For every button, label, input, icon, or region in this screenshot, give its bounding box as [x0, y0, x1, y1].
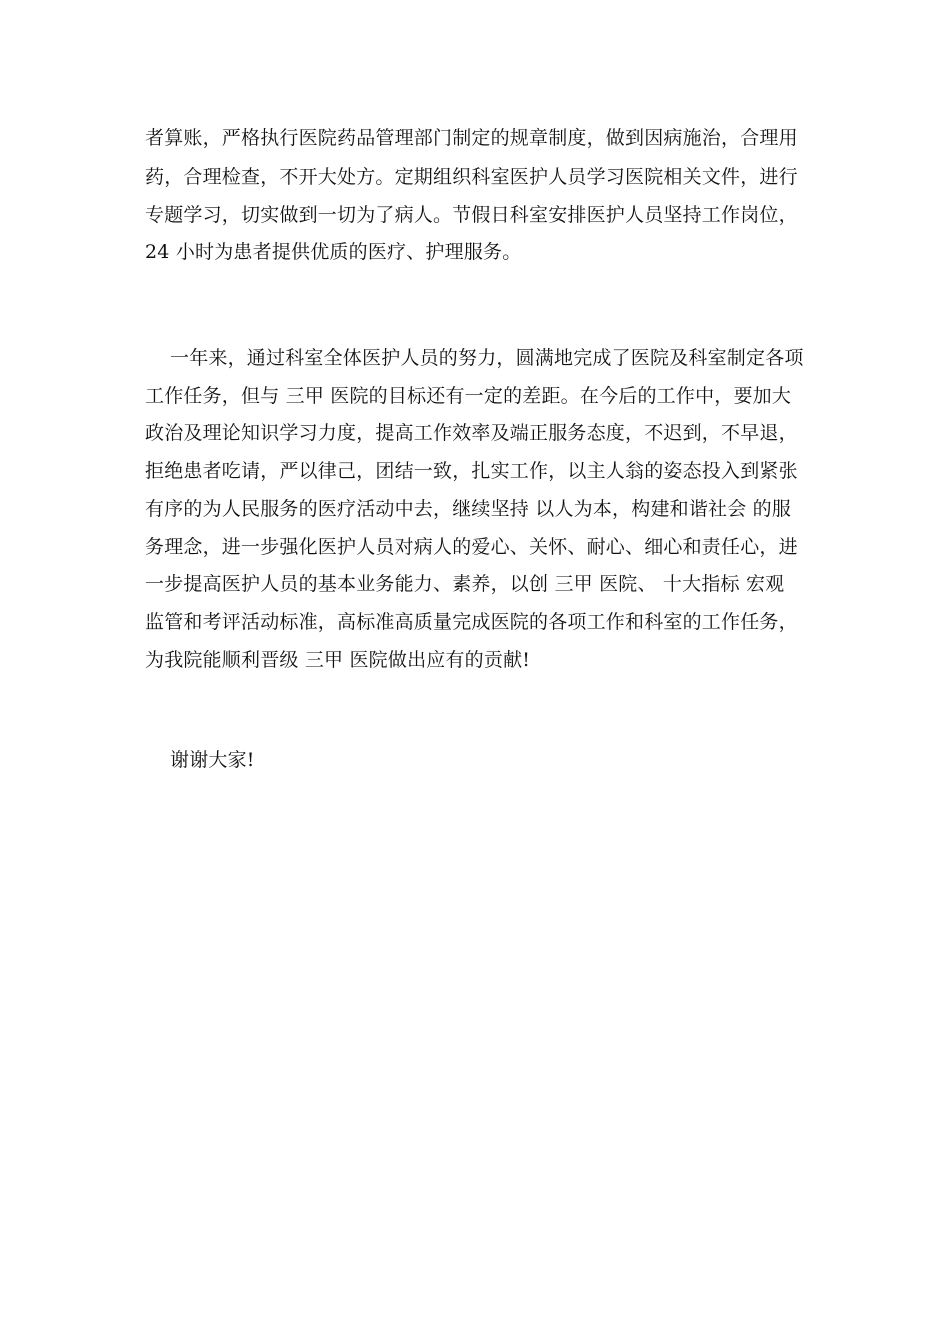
paragraph-2-line-7: 一步提高医护人员的基本业务能力、素养，以创 三甲 医院、 十大指标 宏观	[145, 573, 785, 595]
paragraph-2-line-2: 工作任务，但与 三甲 医院的目标还有一定的差距。在今后的工作中，要加大	[145, 385, 792, 407]
paragraph-1-line-2: 药，合理检查，不开大处方。定期组织科室医护人员学习医院相关文件，进行	[145, 166, 798, 188]
paragraph-1-line-3: 专题学习，切实做到一切为了病人。节假日科室安排医护人员坚持工作岗位，	[145, 204, 798, 226]
paragraph-2-line-4: 拒绝患者吃请，严以律己，团结一致，扎实工作，以主人翁的姿态投入到紧张	[145, 460, 798, 482]
paragraph-1-line-4: 24 小时为患者提供优质的医疗、护理服务。	[145, 241, 522, 263]
closing-remark: 谢谢大家!	[170, 749, 255, 771]
paragraph-2-line-8: 监管和考评活动标准，高标准高质量完成医院的各项工作和科室的工作任务，	[145, 611, 798, 633]
paragraph-2-line-5: 有序的为人民服务的医疗活动中去，继续坚持 以人为本，构建和谐社会 的服	[145, 498, 792, 520]
paragraph-1-line-1: 者算账，严格执行医院药品管理部门制定的规章制度，做到因病施治，合理用	[145, 127, 798, 149]
paragraph-2-line-1: 一年来，通过科室全体医护人员的努力，圆满地完成了医院及科室制定各项	[170, 347, 804, 369]
paragraph-2-line-6: 务理念，进一步强化医护人员对病人的爱心、关怀、耐心、细心和责任心，进	[145, 536, 798, 558]
paragraph-2-line-3: 政治及理论知识学习力度，提高工作效率及端正服务态度，不迟到，不早退，	[145, 422, 798, 444]
paragraph-2-line-9: 为我院能顺利晋级 三甲 医院做出应有的贡献!	[145, 649, 531, 671]
